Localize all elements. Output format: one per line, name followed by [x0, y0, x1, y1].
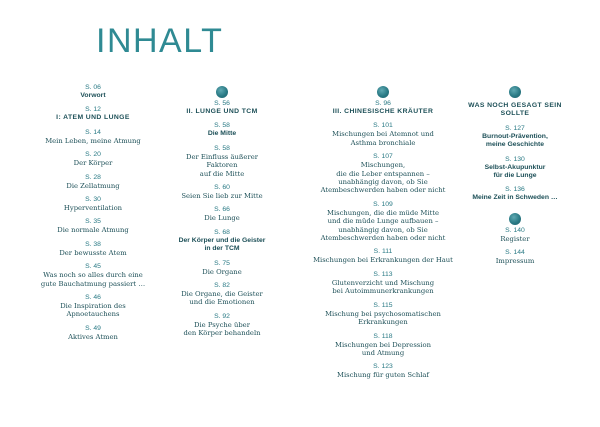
toc-column-4	[460, 86, 570, 272]
toc-entry[interactable]	[172, 229, 272, 254]
page-number: S. 12	[85, 106, 101, 114]
entry-title: Aktives Atmen	[68, 332, 118, 341]
section-dot-icon	[509, 86, 521, 98]
entry-title: Mischungen bei Erkrankungen der Haut	[313, 256, 453, 265]
page-number: S. 127	[505, 124, 525, 132]
entry-title: Hyperventilation	[63, 204, 123, 213]
entry-title: Der Körper und die Geister in der TCM	[178, 236, 266, 253]
toc-entry[interactable]	[34, 241, 152, 257]
toc-entry[interactable]	[308, 153, 458, 195]
page-number: S. 30	[85, 196, 101, 204]
toc-entry[interactable]	[34, 174, 152, 190]
entry-title: Register	[500, 234, 530, 243]
toc-entry[interactable]	[34, 151, 152, 167]
toc-entry[interactable]	[460, 227, 570, 243]
entry-title: Die normale Atmung	[57, 226, 129, 235]
page-number: S. 60	[214, 184, 230, 192]
entry-title: Mischungen bei Depression und Atmung	[335, 340, 431, 357]
toc-entry[interactable]	[172, 206, 272, 222]
toc-entry-intro[interactable]	[34, 84, 152, 100]
entry-title: Mischungen, die die müde Mitte und die müde Lunge aufbauen – unabhängig davon, ob Sie Atembeschwerden haben oder nicht	[320, 208, 446, 243]
section-dot-icon	[377, 86, 389, 98]
toc-entry[interactable]	[34, 325, 152, 341]
entry-title: Die Psyche über den Körper behandeln	[183, 320, 261, 338]
entry-title: Die Zellatmung	[66, 181, 120, 190]
toc-entry[interactable]	[460, 249, 570, 265]
section-title: I: ATEM UND LUNGE	[56, 114, 130, 122]
page-number: S. 14	[85, 128, 101, 136]
toc-column-1	[34, 84, 152, 347]
page-number: S. 75	[214, 259, 230, 267]
toc-entry[interactable]	[460, 186, 570, 202]
toc-entry[interactable]	[308, 302, 458, 327]
toc-entry[interactable]	[308, 201, 458, 243]
page-number: S. 49	[85, 324, 101, 332]
page-number: S. 46	[85, 294, 101, 302]
toc-entry[interactable]	[308, 122, 458, 147]
page-number: S. 58	[214, 122, 230, 130]
page-number: S. 107	[373, 153, 393, 161]
entry-title: Mein Leben, meine Atmung	[45, 136, 141, 145]
toc-entry[interactable]	[172, 282, 272, 307]
section-title: WAS NOCH GESAGT SEIN SOLLTE	[468, 102, 562, 118]
page-number: S. 38	[85, 240, 101, 248]
section-title: II. LUNGE UND TCM	[186, 108, 258, 115]
page-number: S. 82	[214, 282, 230, 290]
section-dot-icon	[216, 86, 228, 98]
toc-column-2	[172, 86, 272, 344]
entry-title: Impressum	[495, 257, 535, 266]
page-number: S. 96	[375, 100, 391, 107]
page-title: INHALT	[96, 22, 224, 60]
toc-entry[interactable]	[172, 313, 272, 338]
page-number: S. 113	[373, 270, 393, 278]
toc-entry[interactable]	[34, 263, 152, 288]
page-number: S. 136	[505, 186, 525, 194]
entry-title: Was noch so alles durch eine gute Bauchatmung passiert …	[40, 271, 146, 288]
page-number: S. 56	[214, 100, 230, 107]
page-number: S. 92	[214, 312, 230, 320]
toc-section-heading[interactable]	[172, 100, 272, 116]
entry-title: Selbst-Akupunktur für die Lunge	[484, 163, 546, 180]
entry-title: Die Lunge	[204, 214, 240, 223]
toc-entry[interactable]	[172, 145, 272, 178]
toc-entry[interactable]	[460, 125, 570, 150]
page-number: S. 06	[85, 84, 101, 91]
page-number: S. 35	[85, 218, 101, 226]
entry-title: Mischung bei psychosomatischen Erkrankungen	[325, 309, 441, 327]
page-number: S. 28	[85, 173, 101, 181]
entry-title: Die Organe, die Geister und die Emotionen	[181, 290, 263, 307]
entry-title: Der bewusste Atem	[59, 248, 127, 257]
page-number: S. 66	[214, 206, 230, 214]
toc-entry[interactable]	[172, 184, 272, 200]
toc-entry[interactable]	[308, 363, 458, 379]
toc-entry[interactable]	[308, 248, 458, 264]
page-number: S. 130	[505, 155, 525, 163]
page-number: S. 45	[85, 263, 101, 271]
entry-title: Vorwort	[80, 92, 106, 99]
page-number: S. 144	[505, 249, 525, 257]
page-number: S. 20	[85, 151, 101, 159]
page-number: S. 58	[214, 144, 230, 152]
toc-entry[interactable]	[460, 156, 570, 181]
entry-title: Mischungen bei Atemnot und Asthma bronchiale	[332, 130, 434, 147]
entry-title: Seien Sie lieb zur Mitte	[181, 192, 263, 201]
toc-entry[interactable]	[172, 260, 272, 276]
toc-entry[interactable]	[308, 271, 458, 296]
page-number: S. 101	[373, 122, 393, 130]
entry-title: Die Inspiration des Apnoetauchens	[60, 302, 126, 319]
section-title: III. CHINESISCHE KRÄUTER	[332, 108, 434, 115]
entry-title: Die Mitte	[207, 130, 237, 138]
toc-entry[interactable]	[34, 196, 152, 212]
toc-entry[interactable]	[34, 294, 152, 319]
page-number: S. 115	[373, 301, 393, 309]
page-number: S. 111	[373, 248, 393, 256]
entry-title: Die Organe	[202, 267, 242, 276]
page-number: S. 68	[214, 228, 230, 236]
toc-section-heading[interactable]	[34, 106, 152, 122]
entry-title: Der Einfluss äußerer Faktoren auf die Mitte	[186, 152, 258, 178]
entry-title: Mischung für guten Schlaf	[337, 371, 429, 380]
toc-entry[interactable]	[172, 122, 272, 138]
page-number: S. 118	[373, 332, 393, 340]
entry-title: Glutenverzicht und Mischung bei Autoimmunerkrankungen	[331, 278, 435, 296]
page-number: S. 109	[373, 200, 393, 208]
entry-title: Meine Zeit in Schweden …	[472, 194, 558, 202]
toc-entry[interactable]	[34, 218, 152, 234]
toc-section-heading[interactable]	[308, 100, 458, 116]
toc-entry[interactable]	[308, 333, 458, 358]
toc-section-heading[interactable]	[460, 102, 570, 119]
entry-title: Der Körper	[73, 159, 113, 168]
entry-title: Mischungen, die die Leber entspannen – unabhängig davon, ob Sie Atembeschwerden haben oder nicht	[320, 161, 446, 195]
section-dot-icon	[509, 213, 521, 225]
entry-title: Burnout-Prävention, meine Geschichte	[482, 132, 548, 149]
page-number: S. 140	[505, 226, 525, 234]
toc-column-3	[308, 86, 458, 386]
toc-entry[interactable]	[34, 129, 152, 145]
page-number: S. 123	[373, 363, 393, 371]
